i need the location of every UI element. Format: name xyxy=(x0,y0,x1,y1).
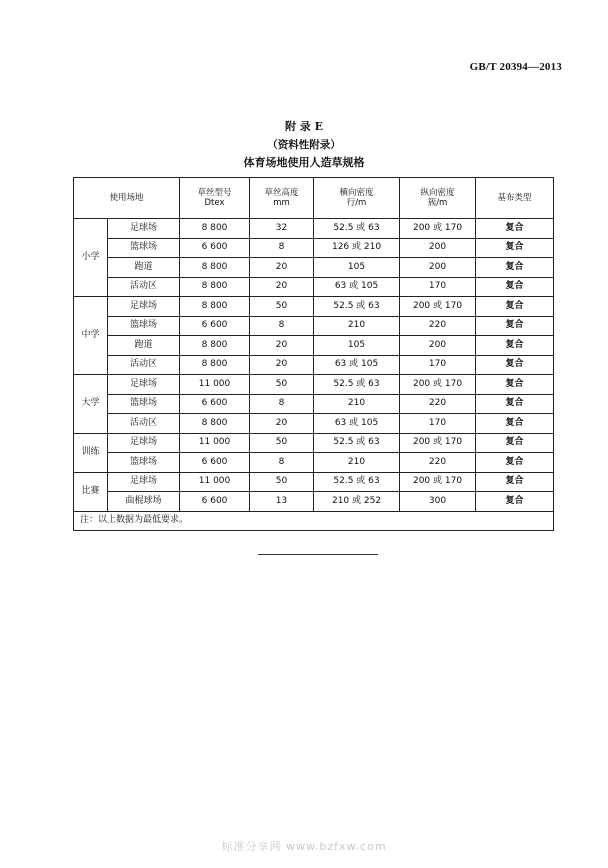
transverse-density-cell: 52.5 或 63 xyxy=(314,375,400,395)
site-cell: 篮球场 xyxy=(108,453,180,473)
base-type-cell: 复合 xyxy=(476,219,554,239)
transverse-density-cell: 63 或 105 xyxy=(314,355,400,375)
annex-heading: 体育场地使用人造草规格 xyxy=(243,156,365,169)
table-row xyxy=(74,375,554,395)
header-site: 使用场地 xyxy=(74,178,180,219)
height-cell: 50 xyxy=(250,375,314,395)
height-cell: 8 xyxy=(250,453,314,473)
height-cell: 8 xyxy=(250,238,314,258)
dtex-cell: 8 800 xyxy=(180,297,250,317)
table-row xyxy=(74,453,554,473)
longitudinal-density-cell: 220 xyxy=(400,394,476,414)
site-cell: 篮球场 xyxy=(108,238,180,258)
longitudinal-density-cell: 170 xyxy=(400,355,476,375)
site-cell: 活动区 xyxy=(108,277,180,297)
longitudinal-density-cell: 200 或 170 xyxy=(400,375,476,395)
transverse-density-cell: 105 xyxy=(314,336,400,356)
longitudinal-density-cell: 170 xyxy=(400,414,476,434)
table-row xyxy=(74,238,554,258)
longitudinal-density-cell: 200 或 170 xyxy=(400,433,476,453)
height-cell: 20 xyxy=(250,355,314,375)
base-type-cell: 复合 xyxy=(476,316,554,336)
longitudinal-density-cell: 200 或 170 xyxy=(400,472,476,492)
longitudinal-density-cell: 300 xyxy=(400,492,476,512)
note-row xyxy=(74,511,554,531)
longitudinal-density-cell: 200 xyxy=(400,238,476,258)
longitudinal-density-cell: 200 或 170 xyxy=(400,297,476,317)
height-cell: 13 xyxy=(250,492,314,512)
table-row xyxy=(74,492,554,512)
transverse-density-cell: 52.5 或 63 xyxy=(314,433,400,453)
header-height: 草丝高度 mm xyxy=(250,178,314,219)
table-row xyxy=(74,414,554,434)
table-row xyxy=(74,297,554,317)
table-row xyxy=(74,316,554,336)
table-row xyxy=(74,277,554,297)
table-note: 注：以上数据为最低要求。 xyxy=(74,511,554,531)
level-cell: 训练 xyxy=(74,433,108,472)
dtex-cell: 11 000 xyxy=(180,433,250,453)
base-type-cell: 复合 xyxy=(476,414,554,434)
height-cell: 20 xyxy=(250,414,314,434)
annex-title: 附 录 E xyxy=(284,120,324,133)
dtex-cell: 6 600 xyxy=(180,238,250,258)
dtex-cell: 8 800 xyxy=(180,277,250,297)
dtex-cell: 8 800 xyxy=(180,258,250,278)
header-transverse-density: 横向密度 行/m xyxy=(314,178,400,219)
transverse-density-cell: 63 或 105 xyxy=(314,277,400,297)
transverse-density-cell: 126 或 210 xyxy=(314,238,400,258)
base-type-cell: 复合 xyxy=(476,394,554,414)
header-dtex: 草丝型号 Dtex xyxy=(180,178,250,219)
table-row xyxy=(74,472,554,492)
site-cell: 跑道 xyxy=(108,258,180,278)
transverse-density-cell: 210 xyxy=(314,453,400,473)
dtex-cell: 6 600 xyxy=(180,316,250,336)
level-cell: 大学 xyxy=(74,375,108,434)
table-row xyxy=(74,433,554,453)
transverse-density-cell: 210 xyxy=(314,394,400,414)
transverse-density-cell: 105 xyxy=(314,258,400,278)
base-type-cell: 复合 xyxy=(476,492,554,512)
site-cell: 曲棍球场 xyxy=(108,492,180,512)
base-type-cell: 复合 xyxy=(476,336,554,356)
height-cell: 20 xyxy=(250,277,314,297)
table-row xyxy=(74,336,554,356)
dtex-cell: 6 600 xyxy=(180,453,250,473)
dtex-cell: 8 800 xyxy=(180,414,250,434)
level-cell: 比赛 xyxy=(74,472,108,511)
level-cell: 中学 xyxy=(74,297,108,375)
site-cell: 活动区 xyxy=(108,414,180,434)
longitudinal-density-cell: 220 xyxy=(400,453,476,473)
longitudinal-density-cell: 200 xyxy=(400,336,476,356)
base-type-cell: 复合 xyxy=(476,375,554,395)
site-cell: 足球场 xyxy=(108,297,180,317)
height-cell: 8 xyxy=(250,316,314,336)
site-cell: 足球场 xyxy=(108,433,180,453)
longitudinal-density-cell: 200 或 170 xyxy=(400,219,476,239)
transverse-density-cell: 52.5 或 63 xyxy=(314,297,400,317)
header-longitudinal-density: 纵向密度 簇/m xyxy=(400,178,476,219)
transverse-density-cell: 210 xyxy=(314,316,400,336)
height-cell: 50 xyxy=(250,433,314,453)
site-cell: 活动区 xyxy=(108,355,180,375)
site-cell: 篮球场 xyxy=(108,394,180,414)
height-cell: 50 xyxy=(250,472,314,492)
table-row xyxy=(74,394,554,414)
base-type-cell: 复合 xyxy=(476,472,554,492)
transverse-density-cell: 63 或 105 xyxy=(314,414,400,434)
dtex-cell: 8 800 xyxy=(180,355,250,375)
dtex-cell: 6 600 xyxy=(180,394,250,414)
base-type-cell: 复合 xyxy=(476,297,554,317)
base-type-cell: 复合 xyxy=(476,277,554,297)
height-cell: 20 xyxy=(250,336,314,356)
watermark: 标准分享网 www.bzfxw.com xyxy=(221,840,387,853)
longitudinal-density-cell: 200 xyxy=(400,258,476,278)
dtex-cell: 8 800 xyxy=(180,336,250,356)
site-cell: 跑道 xyxy=(108,336,180,356)
site-cell: 足球场 xyxy=(108,472,180,492)
spec-table xyxy=(73,177,554,531)
base-type-cell: 复合 xyxy=(476,238,554,258)
header-base-type: 基布类型 xyxy=(476,178,554,219)
height-cell: 20 xyxy=(250,258,314,278)
longitudinal-density-cell: 220 xyxy=(400,316,476,336)
base-type-cell: 复合 xyxy=(476,355,554,375)
table-body xyxy=(74,219,554,531)
table-header-row xyxy=(74,178,554,219)
dtex-cell: 11 000 xyxy=(180,375,250,395)
end-rule xyxy=(258,554,378,555)
longitudinal-density-cell: 170 xyxy=(400,277,476,297)
base-type-cell: 复合 xyxy=(476,453,554,473)
site-cell: 足球场 xyxy=(108,375,180,395)
dtex-cell: 8 800 xyxy=(180,219,250,239)
annex-nature: （资料性附录） xyxy=(267,139,341,151)
dtex-cell: 6 600 xyxy=(180,492,250,512)
base-type-cell: 复合 xyxy=(476,258,554,278)
table-row xyxy=(74,258,554,278)
height-cell: 8 xyxy=(250,394,314,414)
transverse-density-cell: 52.5 或 63 xyxy=(314,219,400,239)
table-row xyxy=(74,355,554,375)
site-cell: 篮球场 xyxy=(108,316,180,336)
site-cell: 足球场 xyxy=(108,219,180,239)
standard-code: GB/T 20394—2013 xyxy=(469,61,562,73)
base-type-cell: 复合 xyxy=(476,433,554,453)
height-cell: 50 xyxy=(250,297,314,317)
table-row xyxy=(74,219,554,239)
dtex-cell: 11 000 xyxy=(180,472,250,492)
height-cell: 32 xyxy=(250,219,314,239)
transverse-density-cell: 210 或 252 xyxy=(314,492,400,512)
level-cell: 小学 xyxy=(74,219,108,297)
transverse-density-cell: 52.5 或 63 xyxy=(314,472,400,492)
